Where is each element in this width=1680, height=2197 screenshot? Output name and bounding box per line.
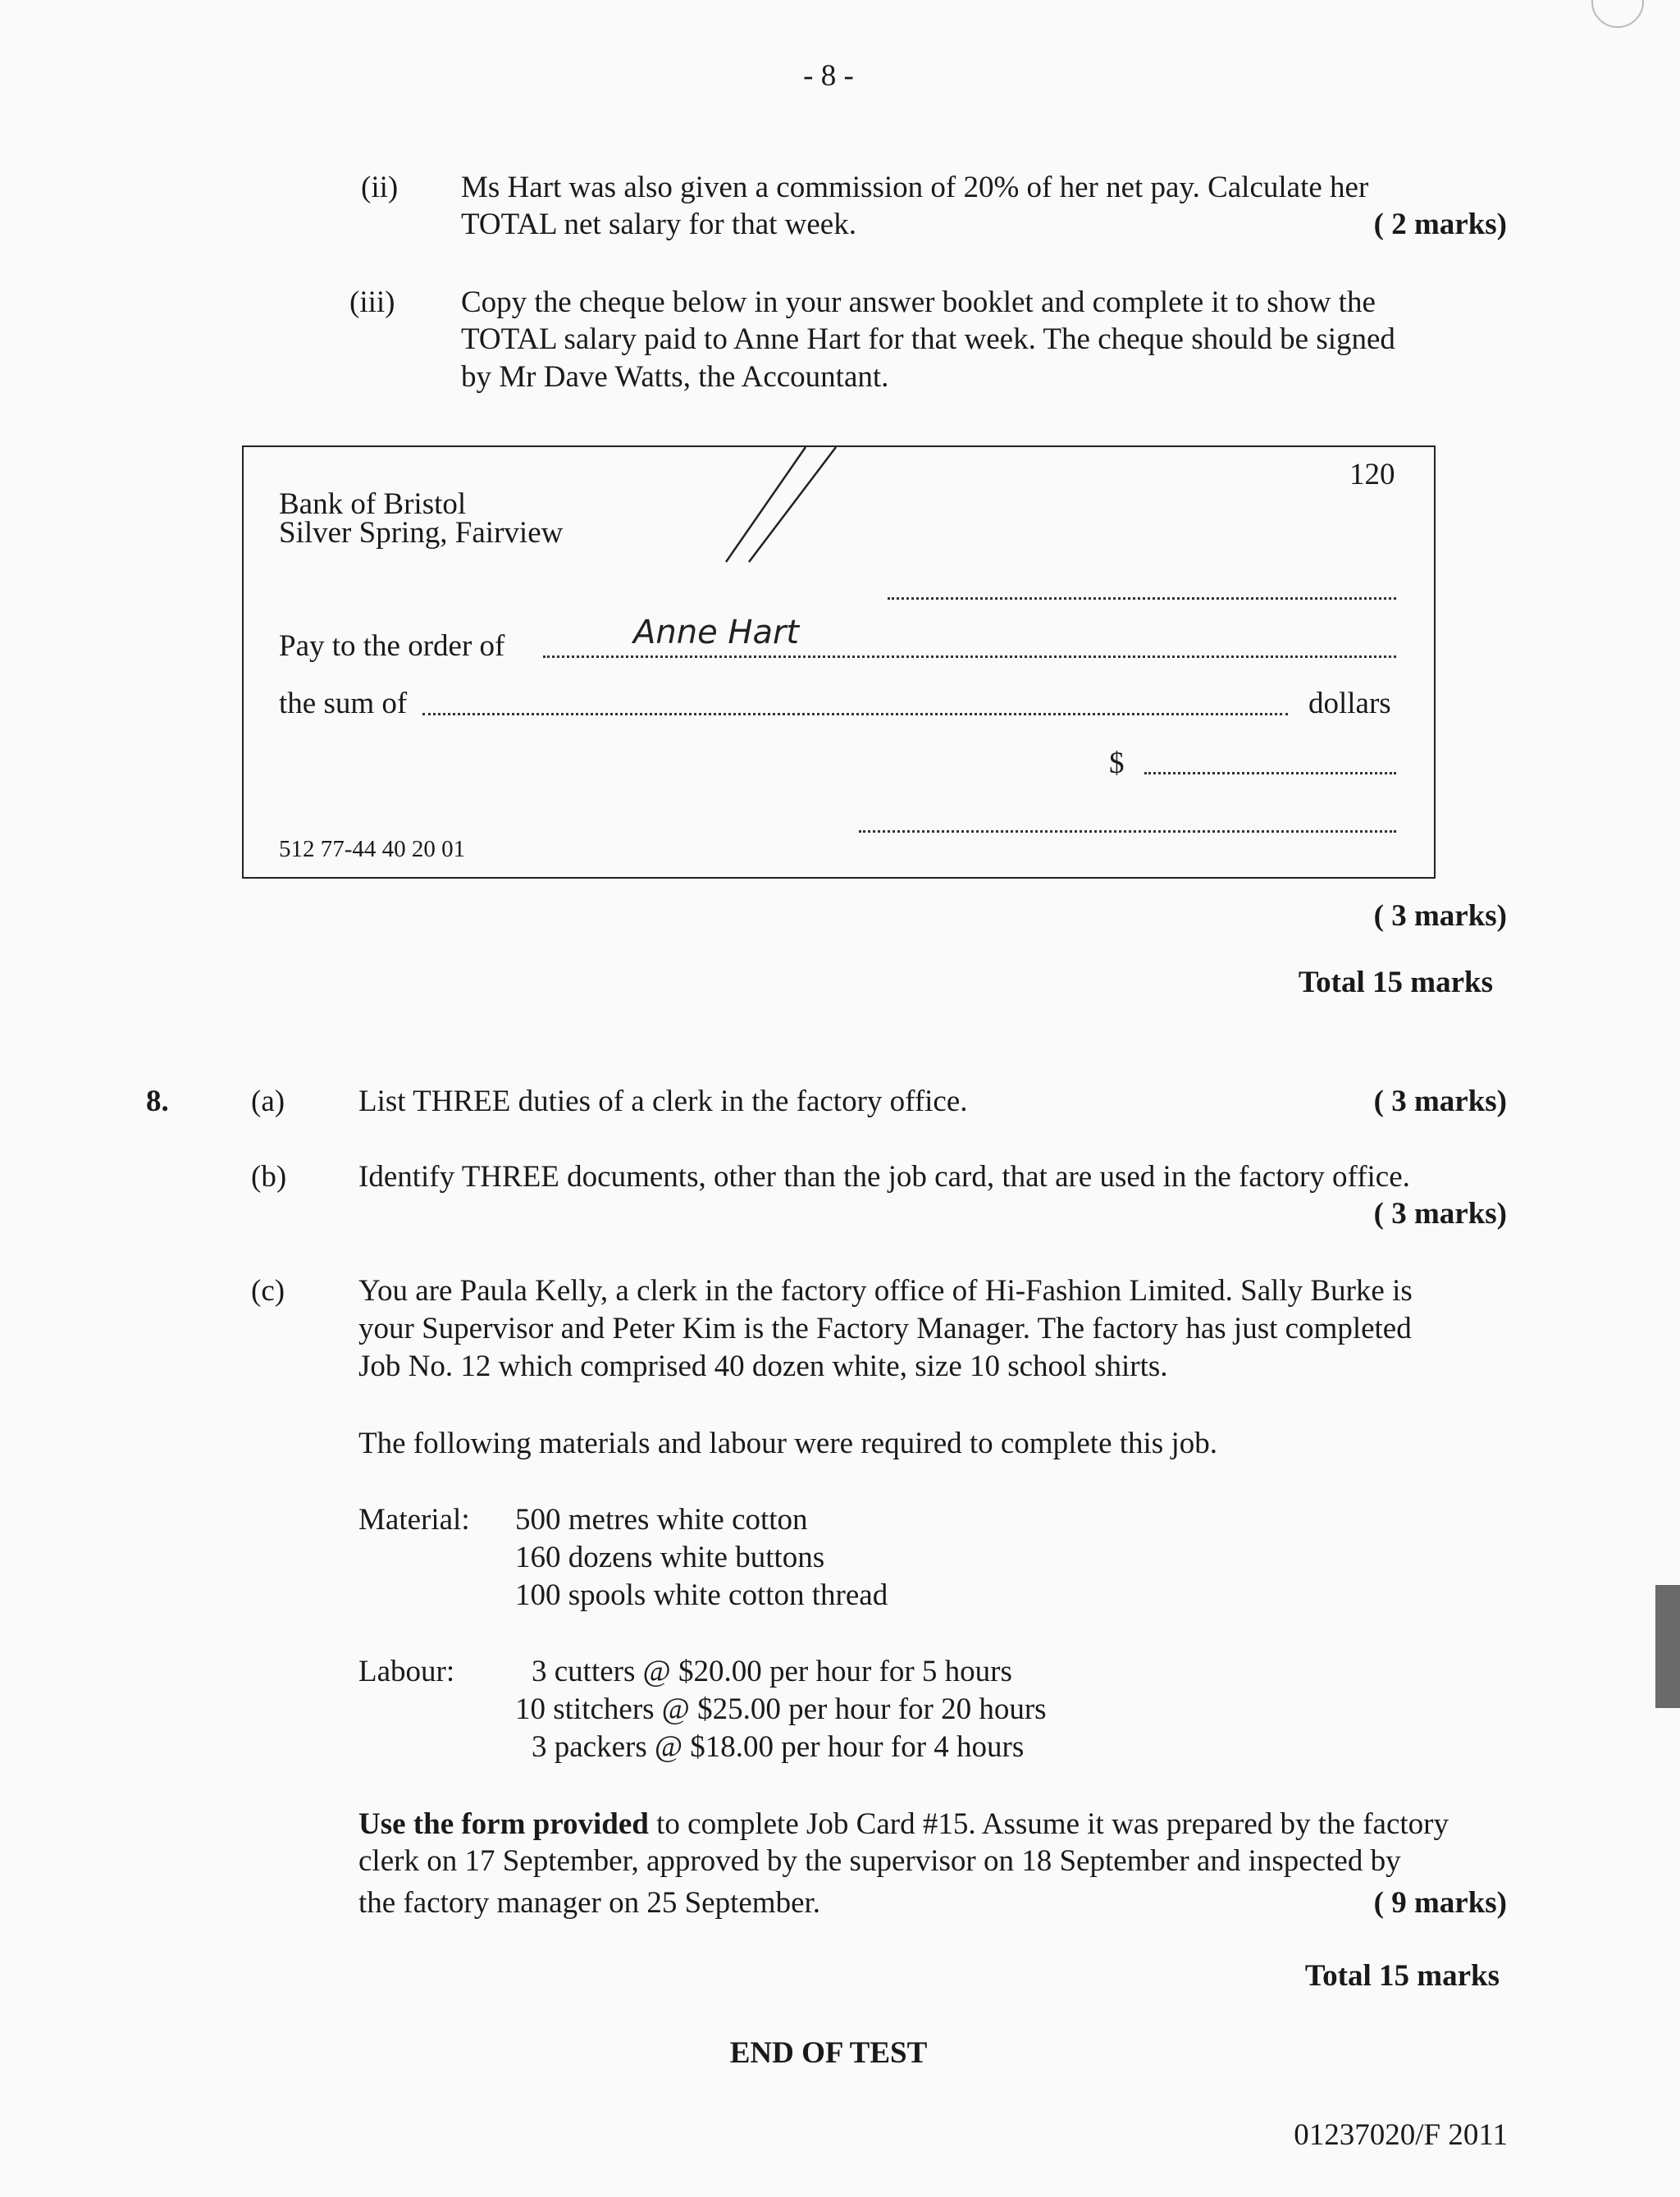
q7-iii-line2: TOTAL salary paid to Anne Hart for that week. The cheque should be signed xyxy=(461,322,1395,356)
payee-line xyxy=(543,655,1396,658)
q8-number: 8. xyxy=(146,1085,169,1118)
q8-a-text: List THREE duties of a clerk in the factory office. xyxy=(358,1085,968,1118)
bank-name: Bank of Bristol xyxy=(279,487,467,521)
q7-iii-line3: by Mr Dave Watts, the Accountant. xyxy=(461,360,889,394)
q8-a-label: (a) xyxy=(251,1085,285,1118)
labour-item: 3 cutters @ $20.00 per hour for 5 hours xyxy=(532,1655,1012,1688)
sum-line xyxy=(422,713,1288,715)
q7-ii-line1: Ms Hart was also given a commission of 20% of her net pay. Calculate her xyxy=(461,171,1369,204)
q7-ii-marks: ( 2 marks) xyxy=(1373,208,1507,241)
instruction-rest: to complete Job Card #15. Assume it was prepared by the factory xyxy=(648,1807,1449,1841)
q8-b-text: Identify THREE documents, other than the job card, that are used in the factory office. xyxy=(358,1160,1410,1194)
material-item: 160 dozens white buttons xyxy=(515,1541,825,1574)
q8-c-line2: your Supervisor and Peter Kim is the Factory Manager. The factory has just completed xyxy=(358,1312,1412,1345)
account-number: 512 77-44 40 20 01 xyxy=(279,836,466,862)
cheque-number: 120 xyxy=(1349,458,1395,491)
q7-total-marks: Total 15 marks xyxy=(1298,966,1493,999)
cheque xyxy=(242,445,1436,879)
crossing-lines xyxy=(719,447,851,570)
material-label: Material: xyxy=(358,1503,470,1537)
q8-c-instruction-line3: the factory manager on 25 September. xyxy=(358,1886,821,1920)
pay-to-label: Pay to the order of xyxy=(279,629,505,663)
q7-ii-line2: TOTAL net salary for that week. xyxy=(461,208,856,241)
q8-a-marks: ( 3 marks) xyxy=(1373,1085,1507,1118)
q8-c-label: (c) xyxy=(251,1274,285,1308)
q8-c-line1: You are Paula Kelly, a clerk in the factory office of Hi-Fashion Limited. Sally Burke is xyxy=(358,1274,1413,1308)
q7-iii-number: (iii) xyxy=(349,285,395,319)
q8-c-instruction-line2: clerk on 17 September, approved by the supervisor on 18 September and inspected by xyxy=(358,1844,1401,1878)
end-of-test: END OF TEST xyxy=(729,2036,928,2070)
instruction-bold: Use the form provided xyxy=(358,1807,649,1841)
labour-item: 3 packers @ $18.00 per hour for 4 hours xyxy=(532,1730,1025,1764)
payee-name: Anne Hart xyxy=(633,614,800,651)
q8-b-label: (b) xyxy=(251,1160,287,1194)
q7-iii-line1: Copy the cheque below in your answer booklet and complete it to show the xyxy=(461,285,1376,319)
q8-c-intro: The following materials and labour were required to complete this job. xyxy=(358,1427,1217,1460)
q8-c-line3: Job No. 12 which comprised 40 dozen white, size 10 school shirts. xyxy=(358,1350,1168,1383)
q7-cheque-marks: ( 3 marks) xyxy=(1373,899,1507,933)
amount-line xyxy=(1144,772,1396,774)
date-line xyxy=(888,597,1396,600)
signature-line xyxy=(859,830,1396,833)
material-item: 500 metres white cotton xyxy=(515,1503,808,1537)
q8-c-instruction-line1 xyxy=(358,1806,1449,1843)
q7-ii-number: (ii) xyxy=(361,171,399,204)
page-number: - 8 - xyxy=(803,59,854,93)
q8-total-marks: Total 15 marks xyxy=(1304,1959,1500,1993)
labour-label: Labour: xyxy=(358,1655,455,1688)
q8-c-marks: ( 9 marks) xyxy=(1373,1886,1507,1920)
q8-b-marks: ( 3 marks) xyxy=(1373,1197,1507,1231)
labour-item: 10 stitchers @ $25.00 per hour for 20 hours xyxy=(515,1692,1047,1726)
bank-address: Silver Spring, Fairview xyxy=(279,516,564,550)
page-edge-tab xyxy=(1655,1585,1680,1708)
material-item: 100 spools white cotton thread xyxy=(515,1578,888,1612)
dollars-label: dollars xyxy=(1308,687,1391,720)
footer-code: 01237020/F 2011 xyxy=(1294,2118,1508,2152)
binder-hole xyxy=(1591,0,1644,28)
sum-label: the sum of xyxy=(279,687,408,720)
currency-symbol: $ xyxy=(1109,747,1125,780)
